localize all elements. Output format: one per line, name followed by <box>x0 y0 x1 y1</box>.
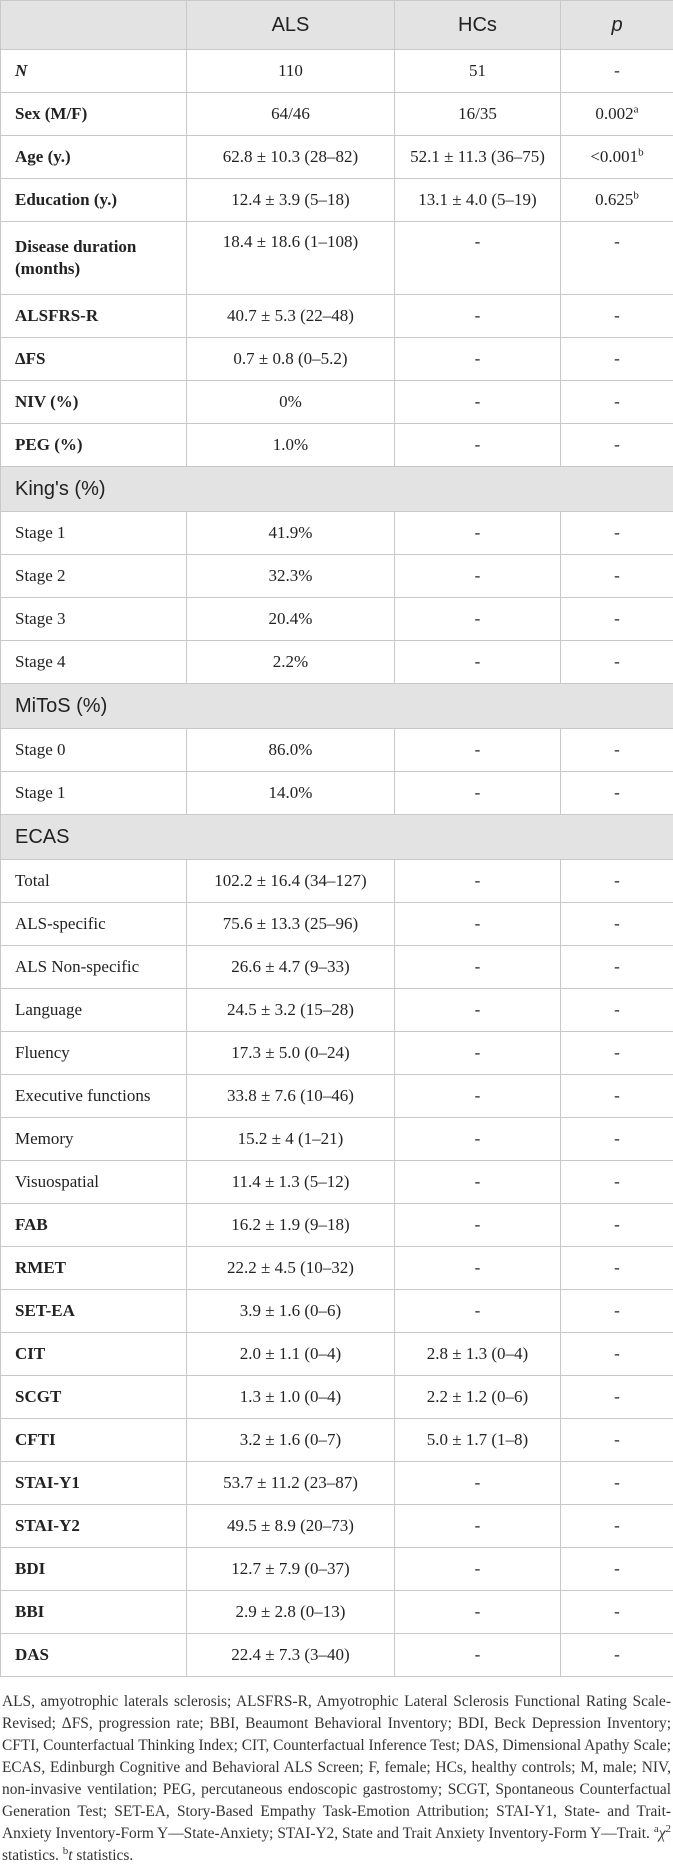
table-row <box>1 50 673 93</box>
p-value: - <box>561 1075 673 1118</box>
hcs-value: - <box>395 381 561 424</box>
row-label: CIT <box>1 1333 187 1376</box>
table-row <box>1 1118 673 1161</box>
p-value: - <box>561 1247 673 1290</box>
table-row <box>1 946 673 989</box>
hcs-value: - <box>395 1290 561 1333</box>
als-value: 1.0% <box>187 424 395 467</box>
p-value: - <box>561 1548 673 1591</box>
hcs-value: - <box>395 729 561 772</box>
hcs-value: 5.0 ± 1.7 (1–8) <box>395 1419 561 1462</box>
table-row <box>1 1591 673 1634</box>
row-label: RMET <box>1 1247 187 1290</box>
header-als: ALS <box>187 1 395 50</box>
table-row <box>1 989 673 1032</box>
als-value: 0% <box>187 381 395 424</box>
row-label: Disease duration (months) <box>1 222 187 295</box>
p-value: - <box>561 1591 673 1634</box>
als-value: 20.4% <box>187 598 395 641</box>
row-label: Visuospatial <box>1 1161 187 1204</box>
p-value: - <box>561 1376 673 1419</box>
row-label: Stage 3 <box>1 598 187 641</box>
p-value: - <box>561 295 673 338</box>
als-value: 22.2 ± 4.5 (10–32) <box>187 1247 395 1290</box>
section-kings-title: King's (%) <box>1 467 673 512</box>
row-label: ALSFRS-R <box>1 295 187 338</box>
hcs-value: - <box>395 555 561 598</box>
als-value: 22.4 ± 7.3 (3–40) <box>187 1634 395 1677</box>
table-header <box>1 1 673 50</box>
footnote-chi-symbol: χ <box>658 1825 666 1842</box>
p-value: - <box>561 641 673 684</box>
als-value: 26.6 ± 4.7 (9–33) <box>187 946 395 989</box>
als-value: 11.4 ± 1.3 (5–12) <box>187 1161 395 1204</box>
table-row <box>1 1462 673 1505</box>
hcs-value: - <box>395 512 561 555</box>
row-label: ALS-specific <box>1 903 187 946</box>
table-row <box>1 222 673 295</box>
als-value: 12.7 ± 7.9 (0–37) <box>187 1548 395 1591</box>
p-value: - <box>561 1204 673 1247</box>
table-row <box>1 1376 673 1419</box>
als-value: 1.3 ± 1.0 (0–4) <box>187 1376 395 1419</box>
als-value: 2.9 ± 2.8 (0–13) <box>187 1591 395 1634</box>
row-label: Stage 2 <box>1 555 187 598</box>
als-value: 49.5 ± 8.9 (20–73) <box>187 1505 395 1548</box>
hcs-value: - <box>395 1118 561 1161</box>
hcs-value: - <box>395 946 561 989</box>
hcs-value: - <box>395 295 561 338</box>
hcs-value: - <box>395 1505 561 1548</box>
row-label: SCGT <box>1 1376 187 1419</box>
hcs-value: - <box>395 1161 561 1204</box>
row-label: Sex (M/F) <box>1 93 187 136</box>
p-value: - <box>561 989 673 1032</box>
als-value: 24.5 ± 3.2 (15–28) <box>187 989 395 1032</box>
row-label: BBI <box>1 1591 187 1634</box>
table-row <box>1 1333 673 1376</box>
p-value: - <box>561 222 673 295</box>
row-label: ALS Non-specific <box>1 946 187 989</box>
row-label: PEG (%) <box>1 424 187 467</box>
table-row <box>1 93 673 136</box>
table-row <box>1 381 673 424</box>
row-label: CFTI <box>1 1419 187 1462</box>
hcs-value: - <box>395 222 561 295</box>
p-value: - <box>561 1505 673 1548</box>
hcs-value: - <box>395 903 561 946</box>
row-label: NIV (%) <box>1 381 187 424</box>
table-row <box>1 860 673 903</box>
p-value: - <box>561 1161 673 1204</box>
als-value: 102.2 ± 16.4 (34–127) <box>187 860 395 903</box>
table-row <box>1 903 673 946</box>
footnote-a-marker: a <box>653 1822 659 1835</box>
row-label: Stage 0 <box>1 729 187 772</box>
row-label: Language <box>1 989 187 1032</box>
table-row <box>1 424 673 467</box>
row-label: STAI-Y2 <box>1 1505 187 1548</box>
header-blank <box>1 1 187 50</box>
hcs-value: - <box>395 1075 561 1118</box>
als-value: 16.2 ± 1.9 (9–18) <box>187 1204 395 1247</box>
hcs-value: - <box>395 338 561 381</box>
row-label: Education (y.) <box>1 179 187 222</box>
table-row <box>1 1419 673 1462</box>
header-hcs: HCs <box>395 1 561 50</box>
p-value <box>561 136 673 179</box>
p-value: - <box>561 598 673 641</box>
section-mitos-title: MiToS (%) <box>1 684 673 729</box>
als-value: 15.2 ± 4 (1–21) <box>187 1118 395 1161</box>
hcs-value: - <box>395 1634 561 1677</box>
row-label: Fluency <box>1 1032 187 1075</box>
table-row <box>1 555 673 598</box>
p-value: - <box>561 424 673 467</box>
footnote-chi-exponent: 2 <box>665 1822 671 1835</box>
als-value: 32.3% <box>187 555 395 598</box>
als-value: 18.4 ± 18.6 (1–108) <box>187 222 395 295</box>
als-value: 17.3 ± 5.0 (0–24) <box>187 1032 395 1075</box>
footnote-t-symbol: t <box>68 1847 73 1864</box>
table-row <box>1 136 673 179</box>
table-row <box>1 1075 673 1118</box>
row-label: Executive functions <box>1 1075 187 1118</box>
hcs-value: - <box>395 1032 561 1075</box>
row-label: Stage 1 <box>1 772 187 815</box>
table-row <box>1 1032 673 1075</box>
p-value: - <box>561 729 673 772</box>
als-value: 12.4 ± 3.9 (5–18) <box>187 179 395 222</box>
p-value-superscript: b <box>633 189 639 202</box>
row-label: Stage 1 <box>1 512 187 555</box>
als-value: 14.0% <box>187 772 395 815</box>
table-row <box>1 1505 673 1548</box>
hcs-value: - <box>395 1247 561 1290</box>
header-p-label: p <box>611 13 623 36</box>
row-label: Stage 4 <box>1 641 187 684</box>
header-p <box>561 1 673 50</box>
hcs-value: 52.1 ± 11.3 (36–75) <box>395 136 561 179</box>
p-value: - <box>561 1290 673 1333</box>
hcs-value: - <box>395 1462 561 1505</box>
als-value: 86.0% <box>187 729 395 772</box>
row-label: Total <box>1 860 187 903</box>
hcs-value: - <box>395 860 561 903</box>
p-value: - <box>561 555 673 598</box>
hcs-value: 13.1 ± 4.0 (5–19) <box>395 179 561 222</box>
table-footnote <box>0 1677 673 1867</box>
hcs-value: 16/35 <box>395 93 561 136</box>
hcs-value: 51 <box>395 50 561 93</box>
footnote-a-text: statistics. <box>2 1847 59 1864</box>
footnote-text: ALS, amyotrophic laterals sclerosis; ALSFRS-R, Amyotrophic Lateral Sclerosis Functional Rating Scale-Revised; ΔFS, progression rate; BBI, Beaumont Behavioral Inventory; BDI, Beck Depression Inventory; CFTI, Counterfactual Thinking Index; CIT, Counterfactual Inference Test; DAS, Dimensional Apathy Scale; ECAS, Edinburgh Cognitive and Behavioral ALS Screen; F, female; HCs, healthy controls; M, male; NIV, non-invasive ventilation; PEG, percutaneous endoscopic gastrostomy; SCGT, Spontaneous Counterfactual Generation Test; SET-EA, Story-Based Empathy Task-Emotion Attribution; STAI-Y1, State- and Trait-Anxiety Inventory-Form Y—State-Anxiety; STAI-Y2, State and Trait Anxiety Inventory-Form Y—Trait. <box>2 1693 671 1842</box>
p-value-value: 0.002 <box>595 104 634 123</box>
section-ecas-title: ECAS <box>1 815 673 860</box>
hcs-value: - <box>395 598 561 641</box>
als-value: 2.2% <box>187 641 395 684</box>
p-value: - <box>561 903 673 946</box>
hcs-value: - <box>395 772 561 815</box>
p-value: - <box>561 772 673 815</box>
als-value: 3.9 ± 1.6 (0–6) <box>187 1290 395 1333</box>
section-kings <box>1 467 673 512</box>
row-label: SET-EA <box>1 1290 187 1333</box>
row-label: DAS <box>1 1634 187 1677</box>
als-value: 62.8 ± 10.3 (28–82) <box>187 136 395 179</box>
table-row <box>1 1161 673 1204</box>
p-value: - <box>561 1118 673 1161</box>
p-value-superscript: b <box>638 146 644 159</box>
p-value-value: 0.625 <box>595 190 634 209</box>
table-row <box>1 1247 673 1290</box>
table-row <box>1 295 673 338</box>
p-value-superscript: a <box>633 103 639 116</box>
hcs-value: 2.8 ± 1.3 (0–4) <box>395 1333 561 1376</box>
row-label: ΔFS <box>1 338 187 381</box>
als-value: 0.7 ± 0.8 (0–5.2) <box>187 338 395 381</box>
hcs-value: - <box>395 641 561 684</box>
p-value: - <box>561 1634 673 1677</box>
hcs-value: - <box>395 1548 561 1591</box>
section-ecas <box>1 815 673 860</box>
als-value: 75.6 ± 13.3 (25–96) <box>187 903 395 946</box>
hcs-value: - <box>395 1204 561 1247</box>
p-value: - <box>561 1462 673 1505</box>
p-value: - <box>561 946 673 989</box>
p-value: - <box>561 860 673 903</box>
als-value: 53.7 ± 11.2 (23–87) <box>187 1462 395 1505</box>
p-value <box>561 93 673 136</box>
p-value <box>561 179 673 222</box>
hcs-value: - <box>395 424 561 467</box>
hcs-value: 2.2 ± 1.2 (0–6) <box>395 1376 561 1419</box>
table-row <box>1 338 673 381</box>
als-value: 64/46 <box>187 93 395 136</box>
row-label: FAB <box>1 1204 187 1247</box>
table-row <box>1 1204 673 1247</box>
footnote-b-marker: b <box>62 1844 69 1857</box>
als-value: 41.9% <box>187 512 395 555</box>
table-body <box>1 50 673 1677</box>
hcs-value: - <box>395 1591 561 1634</box>
p-value: - <box>561 338 673 381</box>
table-row <box>1 512 673 555</box>
row-label: Memory <box>1 1118 187 1161</box>
table-row <box>1 641 673 684</box>
p-value: - <box>561 512 673 555</box>
row-label: BDI <box>1 1548 187 1591</box>
table-row <box>1 1548 673 1591</box>
p-value: - <box>561 381 673 424</box>
table-row <box>1 179 673 222</box>
footnote-b-text: statistics. <box>72 1847 134 1864</box>
table-row <box>1 772 673 815</box>
table-row <box>1 1290 673 1333</box>
section-mitos <box>1 684 673 729</box>
als-value: 33.8 ± 7.6 (10–46) <box>187 1075 395 1118</box>
row-label: Age (y.) <box>1 136 187 179</box>
als-value: 3.2 ± 1.6 (0–7) <box>187 1419 395 1462</box>
table-row <box>1 729 673 772</box>
table-row <box>1 598 673 641</box>
als-value: 40.7 ± 5.3 (22–48) <box>187 295 395 338</box>
p-value: - <box>561 50 673 93</box>
table-row <box>1 1634 673 1677</box>
p-value: - <box>561 1032 673 1075</box>
row-label: STAI-Y1 <box>1 1462 187 1505</box>
hcs-value: - <box>395 989 561 1032</box>
als-value: 110 <box>187 50 395 93</box>
p-value: - <box>561 1419 673 1462</box>
p-value: - <box>561 1333 673 1376</box>
p-value-value: <0.001 <box>590 147 639 166</box>
als-value: 2.0 ± 1.1 (0–4) <box>187 1333 395 1376</box>
row-label: N <box>1 50 187 93</box>
